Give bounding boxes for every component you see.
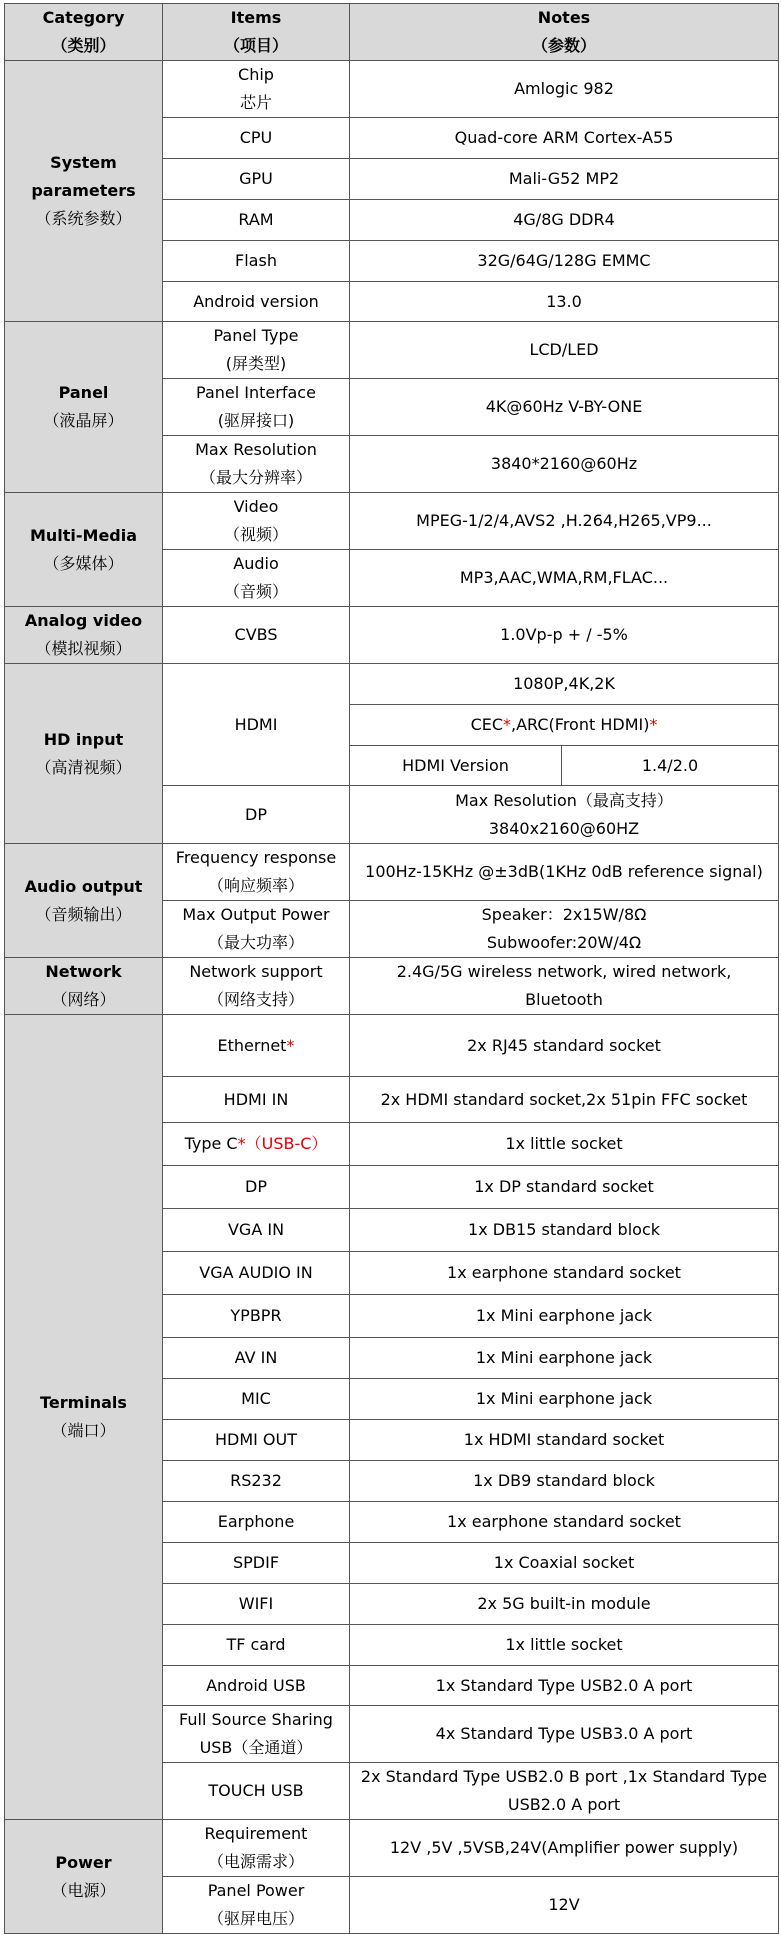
- value-ethernet: 2x RJ45 standard socket: [350, 1015, 779, 1077]
- value-av-in: 1x Mini earphone jack: [350, 1338, 779, 1379]
- item-full-source-sharing-usb: Full Source Sharing USB（全通道）: [163, 1706, 350, 1763]
- category-power: Power （电源）: [5, 1820, 163, 1934]
- item-earphone: Earphone: [163, 1502, 350, 1543]
- value-mic: 1x Mini earphone jack: [350, 1379, 779, 1420]
- item-cvbs: CVBS: [163, 607, 350, 664]
- value-flash: 32G/64G/128G EMMC: [350, 241, 779, 282]
- item-hdmi-out: HDMI OUT: [163, 1420, 350, 1461]
- category-multimedia: Multi-Media （多媒体）: [5, 493, 163, 607]
- item-dp-terminal: DP: [163, 1166, 350, 1209]
- spec-table: [4, 3, 779, 1934]
- item-type-c: Type C*（USB-C）: [163, 1123, 350, 1166]
- category-audio-output: Audio output （音频输出）: [5, 844, 163, 958]
- value-ypbpr: 1x Mini earphone jack: [350, 1295, 779, 1338]
- value-frequency-response: 100Hz-15KHz @±3dB(1KHz 0dB reference signal): [350, 844, 779, 901]
- item-dp: DP: [163, 786, 350, 844]
- category-system: System parameters （系统参数）: [5, 61, 163, 322]
- item-tf-card: TF card: [163, 1625, 350, 1666]
- item-android-usb: Android USB: [163, 1666, 350, 1706]
- value-android-usb: 1x Standard Type USB2.0 A port: [350, 1666, 779, 1706]
- item-frequency-response: Frequency response （响应频率）: [163, 844, 350, 901]
- table-row: [5, 493, 779, 550]
- item-hdmi: HDMI: [163, 664, 350, 786]
- value-rs232: 1x DB9 standard block: [350, 1461, 779, 1502]
- table-row: [5, 322, 779, 379]
- value-ram: 4G/8G DDR4: [350, 200, 779, 241]
- value-chip: Amlogic 982: [350, 61, 779, 118]
- value-earphone: 1x earphone standard socket: [350, 1502, 779, 1543]
- value-video: MPEG-1/2/4,AVS2 ,H.264,H265,VP9...: [350, 493, 779, 550]
- table-row: [5, 1015, 779, 1077]
- item-hdmi-in: HDMI IN: [163, 1077, 350, 1123]
- table-row: [5, 607, 779, 664]
- item-android-version: Android version: [163, 282, 350, 322]
- header-category: Category （类别）: [5, 4, 163, 61]
- header-items: Items （项目）: [163, 4, 350, 61]
- value-requirement: 12V ,5V ,5VSB,24V(Amplifier power supply): [350, 1820, 779, 1877]
- item-chip: Chip 芯片: [163, 61, 350, 118]
- value-tf-card: 1x little socket: [350, 1625, 779, 1666]
- value-android-version: 13.0: [350, 282, 779, 322]
- value-dp: Max Resolution（最高支持） 3840x2160@60HZ: [350, 786, 779, 844]
- value-max-resolution: 3840*2160@60Hz: [350, 436, 779, 493]
- table-row: [5, 664, 779, 705]
- value-wifi: 2x 5G built-in module: [350, 1584, 779, 1625]
- value-touch-usb: 2x Standard Type USB2.0 B port ,1x Standard Type USB2.0 A port: [350, 1763, 779, 1820]
- item-mic: MIC: [163, 1379, 350, 1420]
- value-type-c: 1x little socket: [350, 1123, 779, 1166]
- value-vga-in: 1x DB15 standard block: [350, 1209, 779, 1252]
- item-audio: Audio （音频）: [163, 550, 350, 607]
- value-gpu: Mali-G52 MP2: [350, 159, 779, 200]
- item-panel-interface: Panel Interface (驱屏接口): [163, 379, 350, 436]
- item-vga-in: VGA IN: [163, 1209, 350, 1252]
- category-analog-video: Analog video （模拟视频）: [5, 607, 163, 664]
- item-ram: RAM: [163, 200, 350, 241]
- item-hdmi-version: HDMI Version: [350, 746, 562, 786]
- item-spdif: SPDIF: [163, 1543, 350, 1584]
- table-row: [5, 844, 779, 901]
- item-gpu: GPU: [163, 159, 350, 200]
- value-hdmi-out: 1x HDMI standard socket: [350, 1420, 779, 1461]
- value-network-support: 2.4G/5G wireless network, wired network, Bluetooth: [350, 958, 779, 1015]
- value-hdmi-version: 1.4/2.0: [562, 746, 779, 786]
- item-panel-power: Panel Power （驱屏电压）: [163, 1877, 350, 1934]
- value-dp-terminal: 1x DP standard socket: [350, 1166, 779, 1209]
- item-wifi: WIFI: [163, 1584, 350, 1625]
- category-hd-input: HD input （高清视频）: [5, 664, 163, 844]
- value-vga-audio-in: 1x earphone standard socket: [350, 1252, 779, 1295]
- category-panel: Panel （液晶屏）: [5, 322, 163, 493]
- value-hdmi-in: 2x HDMI standard socket,2x 51pin FFC socket: [350, 1077, 779, 1123]
- value-audio: MP3,AAC,WMA,RM,FLAC...: [350, 550, 779, 607]
- item-av-in: AV IN: [163, 1338, 350, 1379]
- item-video: Video （视频）: [163, 493, 350, 550]
- value-max-output-power: Speaker：2x15W/8Ω Subwoofer:20W/4Ω: [350, 901, 779, 958]
- item-ethernet: Ethernet*: [163, 1015, 350, 1077]
- value-cvbs: 1.0Vp-p + / -5%: [350, 607, 779, 664]
- item-requirement: Requirement （电源需求）: [163, 1820, 350, 1877]
- value-panel-interface: 4K@60Hz V-BY-ONE: [350, 379, 779, 436]
- item-network-support: Network support （网络支持）: [163, 958, 350, 1015]
- header-notes: Notes （参数）: [350, 4, 779, 61]
- item-rs232: RS232: [163, 1461, 350, 1502]
- item-max-output-power: Max Output Power （最大功率）: [163, 901, 350, 958]
- value-hdmi-resolution: 1080P,4K,2K: [350, 664, 779, 705]
- value-hdmi-cec-arc: CEC*,ARC(Front HDMI)*: [350, 705, 779, 746]
- item-panel-type: Panel Type (屏类型): [163, 322, 350, 379]
- table-header-row: [5, 4, 779, 61]
- table-row: [5, 61, 779, 118]
- category-terminals: Terminals （端口）: [5, 1015, 163, 1820]
- value-full-source-sharing-usb: 4x Standard Type USB3.0 A port: [350, 1706, 779, 1763]
- item-max-resolution: Max Resolution （最大分辨率）: [163, 436, 350, 493]
- item-cpu: CPU: [163, 118, 350, 159]
- value-panel-power: 12V: [350, 1877, 779, 1934]
- item-ypbpr: YPBPR: [163, 1295, 350, 1338]
- item-vga-audio-in: VGA AUDIO IN: [163, 1252, 350, 1295]
- item-touch-usb: TOUCH USB: [163, 1763, 350, 1820]
- value-panel-type: LCD/LED: [350, 322, 779, 379]
- table-row: [5, 1820, 779, 1877]
- category-network: Network （网络）: [5, 958, 163, 1015]
- item-flash: Flash: [163, 241, 350, 282]
- value-cpu: Quad-core ARM Cortex-A55: [350, 118, 779, 159]
- value-spdif: 1x Coaxial socket: [350, 1543, 779, 1584]
- table-row: [5, 958, 779, 1015]
